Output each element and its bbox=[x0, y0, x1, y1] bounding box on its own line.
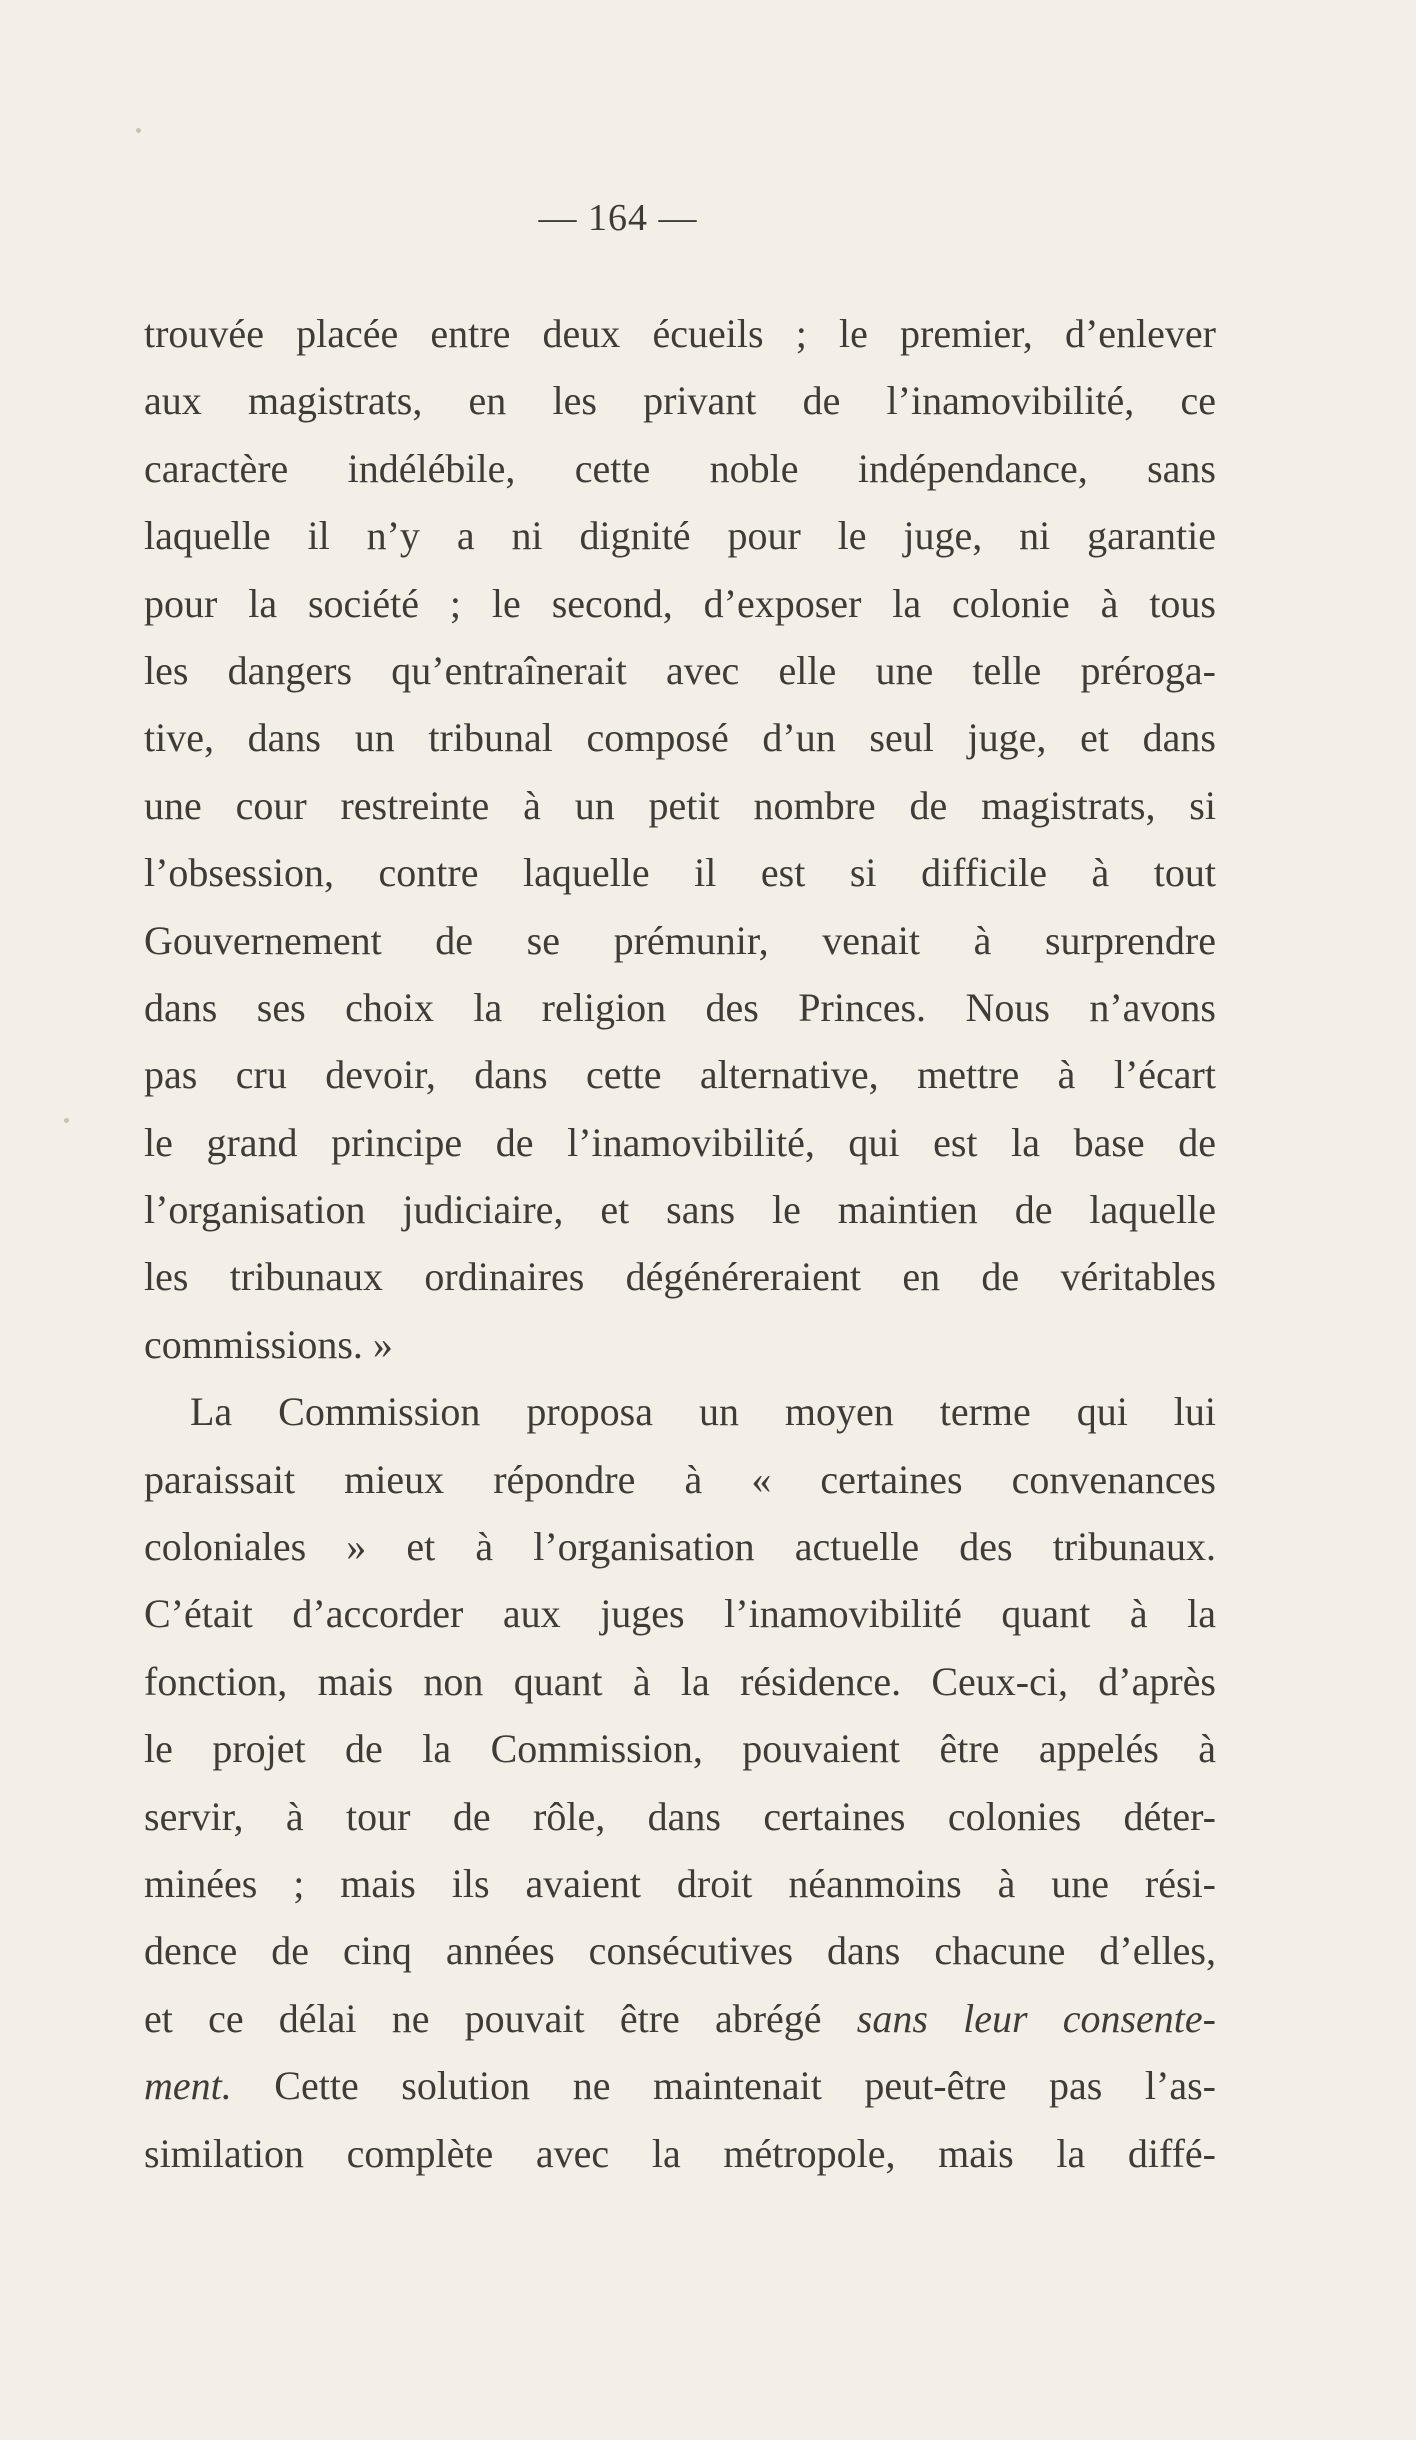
text-line: paraissait mieux répondre à « certaines convenances bbox=[144, 1456, 1216, 1502]
text-segment: Cette solution ne maintenait peut-être pas l’as- bbox=[231, 2063, 1216, 2109]
text-line bbox=[144, 2052, 1216, 2119]
text-line: C’était d’accorder aux juges l’inamovibilité quant à la bbox=[144, 1591, 1216, 1637]
text-line: dence de cinq années consécutives dans chacune d’elles, bbox=[144, 1928, 1216, 1974]
text-line: l’obsession, contre laquelle il est si difficile à tout bbox=[144, 850, 1216, 896]
paragraph-first-line: La Commission proposa un moyen terme qui lui bbox=[190, 1389, 1216, 1435]
text-line: similation complète avec la métropole, mais la diffé- bbox=[144, 2130, 1216, 2176]
paragraph-end-line: commissions. » bbox=[144, 1321, 393, 1367]
italic-text: sans leur consente- bbox=[856, 1995, 1216, 2041]
paper-speck bbox=[136, 128, 141, 133]
text-line: servir, à tour de rôle, dans certaines colonies déter- bbox=[144, 1793, 1216, 1839]
text-line: le grand principe de l’inamovibilité, qui est la base de bbox=[144, 1119, 1216, 1165]
text-line: les tribunaux ordinaires dégénéreraient en de véritables bbox=[144, 1254, 1216, 1300]
text-segment: et ce délai ne pouvait être abrégé bbox=[144, 1995, 857, 2041]
text-line: Gouvernement de se prémunir, venait à surprendre bbox=[144, 917, 1216, 963]
text-line: les dangers qu’entraînerait avec elle une telle préroga- bbox=[144, 647, 1216, 693]
text-line bbox=[144, 1985, 1216, 2052]
text-line: minées ; mais ils avaient droit néanmoins à une rési- bbox=[144, 1860, 1216, 1906]
text-line: tive, dans un tribunal composé d’un seul juge, et dans bbox=[144, 715, 1216, 761]
text-line: pas cru devoir, dans cette alternative, mettre à l’écart bbox=[144, 1052, 1216, 1098]
text-line: une cour restreinte à un petit nombre de magistrats, si bbox=[144, 782, 1216, 828]
text-line: coloniales » et à l’organisation actuelle des tribunaux. bbox=[144, 1524, 1216, 1570]
italic-text: ment. bbox=[144, 2063, 232, 2109]
body-text bbox=[144, 300, 1216, 2187]
text-line: dans ses choix la religion des Princes. Nous n’avons bbox=[144, 984, 1216, 1030]
text-line: le projet de la Commission, pouvaient être appelés à bbox=[144, 1726, 1216, 1772]
text-line: trouvée placée entre deux écueils ; le premier, d’enlever bbox=[144, 311, 1216, 356]
text-line: pour la société ; le second, d’exposer la colonie à tous bbox=[144, 580, 1216, 626]
text-line: caractère indélébile, cette noble indépendance, sans bbox=[144, 445, 1216, 491]
page-number: — 164 — bbox=[538, 197, 698, 239]
text-line: fonction, mais non quant à la résidence. Ceux-ci, d’après bbox=[144, 1658, 1216, 1704]
text-line: aux magistrats, en les privant de l’inamovibilité, ce bbox=[144, 378, 1216, 424]
paper-speck bbox=[64, 1118, 69, 1123]
text-line: l’organisation judiciaire, et sans le maintien de laquelle bbox=[144, 1187, 1216, 1233]
text-line: laquelle il n’y a ni dignité pour le juge, ni garantie bbox=[144, 513, 1216, 559]
